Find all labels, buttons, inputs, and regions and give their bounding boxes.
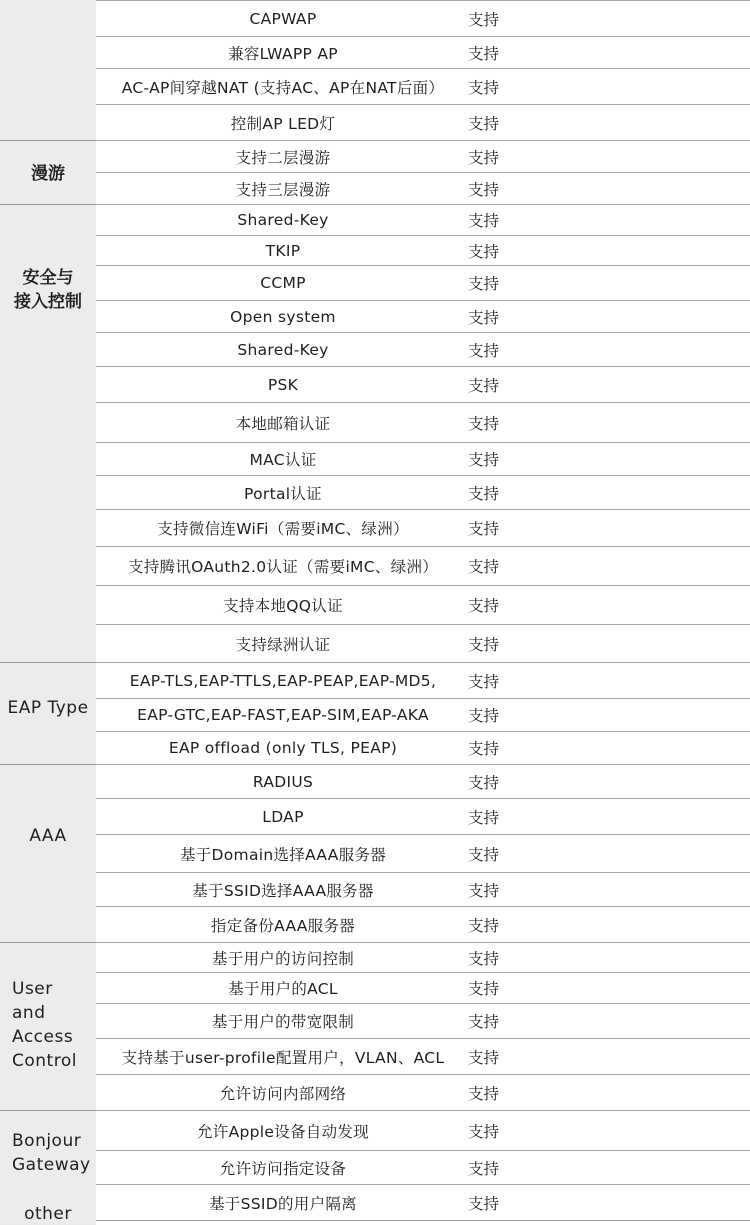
table-row bbox=[96, 172, 750, 204]
table-row bbox=[96, 1184, 750, 1220]
support-cell: 支持 bbox=[468, 1084, 500, 1103]
table-row bbox=[96, 300, 750, 332]
table-row bbox=[96, 1150, 750, 1184]
table-row bbox=[96, 265, 750, 300]
table-row bbox=[96, 1110, 750, 1150]
table-row bbox=[96, 1038, 750, 1074]
table-row bbox=[96, 834, 750, 872]
feature-cell: 控制AP LED灯 bbox=[230, 114, 336, 133]
category-cell bbox=[0, 764, 96, 942]
table-row bbox=[96, 585, 750, 624]
table-row bbox=[96, 104, 750, 140]
support-cell: 支持 bbox=[468, 520, 500, 538]
support-cell: 支持 bbox=[468, 212, 500, 230]
support-cell: 支持 bbox=[468, 44, 500, 63]
feature-cell: 支持基于user-profile配置用户，VLAN、ACL bbox=[121, 1048, 445, 1067]
feature-cell: LDAP bbox=[262, 807, 304, 826]
feature-cell: 支持微信连WiFi（需要iMC、绿洲） bbox=[157, 520, 409, 538]
support-cell: 支持 bbox=[468, 308, 500, 327]
feature-cell: 基于用户的访问控制 bbox=[211, 949, 355, 968]
feature-cell: 本地邮箱认证 bbox=[235, 414, 331, 433]
feature-cell: 支持本地QQ认证 bbox=[223, 597, 343, 615]
category-cell bbox=[0, 0, 96, 140]
table-row bbox=[96, 204, 750, 235]
feature-cell: 基于SSID选择AAA服务器 bbox=[192, 881, 374, 900]
feature-cell: EAP-TLS,EAP-TTLS,EAP-PEAP,EAP-MD5, bbox=[129, 671, 437, 690]
table-row bbox=[96, 764, 750, 798]
feature-cell: CAPWAP bbox=[249, 9, 317, 28]
feature-cell: 允许访问指定设备 bbox=[219, 1159, 347, 1178]
feature-cell: Open system bbox=[230, 307, 336, 326]
table-row bbox=[96, 972, 750, 1003]
table-row bbox=[96, 662, 750, 698]
feature-cell: PSK bbox=[267, 375, 299, 394]
support-cell: 支持 bbox=[468, 916, 500, 935]
feature-cell: 基于Domain选择AAA服务器 bbox=[179, 845, 387, 864]
table-row bbox=[96, 36, 750, 68]
table-row bbox=[96, 1003, 750, 1038]
feature-cell: AC-AP间穿越NAT (支持AC、AP在NAT后面） bbox=[121, 78, 445, 97]
support-cell: 支持 bbox=[468, 635, 500, 654]
table-row bbox=[96, 546, 750, 585]
table-row bbox=[96, 731, 750, 764]
support-cell: 支持 bbox=[468, 808, 500, 827]
support-cell: 支持 bbox=[468, 275, 500, 293]
support-cell: 支持 bbox=[468, 484, 500, 503]
support-cell: 支持 bbox=[468, 558, 500, 576]
support-cell: 支持 bbox=[468, 672, 500, 691]
feature-cell: EAP offload (only TLS, PEAP) bbox=[168, 739, 398, 757]
support-cell: 支持 bbox=[468, 1194, 500, 1213]
feature-cell: RADIUS bbox=[252, 772, 314, 791]
support-cell: 支持 bbox=[468, 597, 500, 615]
table-row bbox=[96, 332, 750, 366]
feature-cell: Portal认证 bbox=[244, 484, 322, 503]
support-cell: 支持 bbox=[468, 148, 500, 167]
support-cell: 支持 bbox=[468, 1122, 500, 1141]
support-cell: 支持 bbox=[468, 740, 500, 758]
feature-cell: 兼容LWAPP AP bbox=[228, 44, 338, 63]
support-cell: 支持 bbox=[468, 980, 500, 998]
support-cell: 支持 bbox=[468, 451, 500, 469]
table-row bbox=[96, 68, 750, 104]
table-row bbox=[96, 1074, 750, 1110]
support-cell: 支持 bbox=[468, 881, 500, 900]
feature-cell: 支持三层漫游 bbox=[235, 180, 331, 199]
feature-cell: 支持腾讯OAuth2.0认证（需要iMC、绿洲） bbox=[127, 558, 439, 576]
table-row bbox=[96, 366, 750, 402]
category-label: other bbox=[24, 1204, 72, 1224]
feature-cell: EAP-GTC,EAP-FAST,EAP-SIM,EAP-AKA bbox=[137, 706, 429, 724]
feature-cell: 允许Apple设备自动发现 bbox=[196, 1122, 370, 1141]
support-cell: 支持 bbox=[468, 707, 500, 725]
support-cell: 支持 bbox=[468, 242, 500, 261]
support-cell: 支持 bbox=[468, 845, 500, 864]
feature-cell: 指定备份AAA服务器 bbox=[210, 916, 356, 935]
feature-cell: 基于用户的带宽限制 bbox=[211, 1013, 355, 1031]
category-label: 漫游 bbox=[31, 164, 65, 184]
table-row bbox=[96, 798, 750, 834]
support-cell: 支持 bbox=[468, 180, 500, 199]
table-row bbox=[96, 0, 750, 36]
table-row bbox=[96, 402, 750, 442]
support-cell: 支持 bbox=[468, 78, 500, 97]
support-cell: 支持 bbox=[468, 1159, 500, 1178]
category-label: 安全与 接入控制 bbox=[14, 268, 82, 312]
feature-cell: Shared-Key bbox=[237, 340, 329, 359]
feature-cell: Shared-Key bbox=[237, 211, 329, 229]
support-cell: 支持 bbox=[468, 114, 500, 133]
support-cell: 支持 bbox=[468, 341, 500, 360]
category-label: EAP Type bbox=[7, 698, 89, 718]
support-cell: 支持 bbox=[468, 376, 500, 395]
table-bottom-rule bbox=[96, 1220, 750, 1221]
support-cell: 支持 bbox=[468, 1048, 500, 1067]
support-cell: 支持 bbox=[468, 414, 500, 433]
table-row bbox=[96, 235, 750, 265]
feature-cell: 基于用户的ACL bbox=[228, 980, 338, 998]
category-label: Bonjour Gateway bbox=[12, 1131, 91, 1175]
support-cell: 支持 bbox=[468, 10, 500, 29]
feature-cell: 基于SSID的用户隔离 bbox=[209, 1194, 357, 1213]
support-cell: 支持 bbox=[468, 1013, 500, 1031]
table-row bbox=[96, 475, 750, 509]
table-row bbox=[96, 509, 750, 546]
table-row bbox=[96, 906, 750, 942]
table-row bbox=[96, 698, 750, 731]
table-row bbox=[96, 624, 750, 662]
feature-cell: 允许访问内部网络 bbox=[219, 1084, 347, 1103]
table-row bbox=[96, 442, 750, 475]
support-cell: 支持 bbox=[468, 949, 500, 968]
support-cell: 支持 bbox=[468, 773, 500, 792]
table-row bbox=[96, 140, 750, 172]
feature-cell: TKIP bbox=[265, 241, 301, 260]
feature-cell: MAC认证 bbox=[249, 451, 317, 469]
feature-cell: 支持二层漫游 bbox=[235, 148, 331, 167]
feature-cell: CCMP bbox=[260, 274, 306, 292]
table-row bbox=[96, 872, 750, 906]
feature-cell: 支持绿洲认证 bbox=[235, 635, 331, 654]
category-label: User and Access Control bbox=[12, 979, 77, 1071]
category-label: AAA bbox=[29, 826, 67, 846]
table-row bbox=[96, 942, 750, 972]
